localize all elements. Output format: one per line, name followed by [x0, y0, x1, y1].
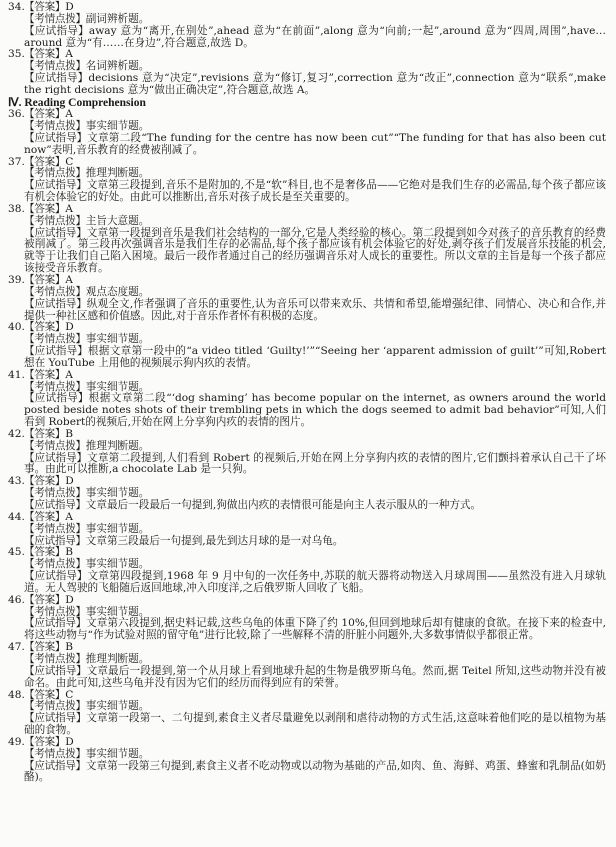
- answer-value: A: [65, 273, 73, 286]
- answer-value: C: [65, 688, 74, 701]
- question-type: 主旨大意题。: [85, 214, 150, 227]
- answer-item-37: [8, 157, 606, 204]
- answer-value: D: [65, 475, 74, 488]
- guide-label: 【应试指导】: [24, 345, 88, 358]
- question-type: 推理判断题。: [85, 439, 150, 452]
- question-type: 事实细节题。: [85, 558, 150, 571]
- point-label: 【考情点拨】: [24, 700, 86, 713]
- point-label: 【考情点拨】: [24, 380, 86, 393]
- explanation-text: 根据文章第二段“‘dog shaming’ has become popular on the internet, as owners around the world posted beside notes shots of their trembling pets in which the dogs seemed to admit bad behavior”可知,人们看到 Robert的视频后,开始在网上分享狗内疚的表情的图片。: [24, 392, 606, 429]
- answer-label: 【答案】: [24, 273, 66, 286]
- point-label: 【考情点拨】: [24, 522, 86, 535]
- question-type: 事实细节题。: [85, 522, 150, 535]
- question-type: 副词辨析题。: [85, 12, 150, 25]
- answer-item-39: [8, 275, 606, 322]
- answer-value: D: [65, 593, 74, 606]
- guide-label: 【应试指导】: [24, 617, 87, 630]
- explanation-text: 文章最后一段提到,第一个从月球上看到地球升起的生物是俄罗斯乌龟。然而,据 Teitel 所知,这些动物并没有被命名。由此可知,这些乌龟并没有因为它们的经历而得到应有的荣誉。: [24, 664, 606, 689]
- guide-label: 【应试指导】: [24, 451, 88, 464]
- guide-label: 【应试指导】: [24, 499, 86, 511]
- answer-label: 【答案】: [24, 427, 66, 440]
- item-number: 44.: [8, 510, 25, 523]
- question-type: 事实细节题。: [85, 380, 150, 393]
- explanation-text: 文章第二段提到,人们看到 Robert 的视频后,开始在网上分享狗内疚的表情的图片,它们颤抖着承认自己干了坏事。由此可以推断,a chocolate Lab 是一只狗。: [24, 451, 607, 476]
- point-label: 【考情点拨】: [24, 652, 86, 665]
- answer-value: A: [65, 48, 73, 61]
- guide-label: 【应试指导】: [24, 534, 86, 547]
- answer-label: 【答案】: [24, 202, 66, 215]
- item-number: 48.: [8, 688, 25, 701]
- answer-item-45: [8, 547, 606, 594]
- explanation-text: 文章第一段提到音乐是我们社会结构的一部分,它是人类经验的核心。第二段提到如今对孩子的音乐教育的经费被削减了。第三段再次强调音乐是我们生存的必需品,每个孩子都应该有机会体验它的好处,剥夺孩子们发展音乐技能的机会,就等于让我们自己陷入困境。最后一段作者通过自己的经历强调音乐对人成长的重要性。所以文章的主旨是每一个孩子都应该接受音乐教育。: [24, 226, 606, 275]
- answer-label: 【答案】: [24, 155, 66, 168]
- answer-label: 【答案】: [24, 368, 66, 381]
- answer-label: 【答案】: [24, 475, 66, 488]
- point-label: 【考情点拨】: [24, 167, 86, 180]
- answer-value: A: [65, 202, 73, 215]
- explanation-text: decisions 意为“决定”,revisions 意为“修订,复习”,correction 意为“改正”,connection 意为“联系”,make the right decisions 意为“做出正确决定”,符合题意,故选 A。: [24, 72, 606, 96]
- item-number: 42.: [8, 427, 25, 440]
- answer-label: 【答案】: [24, 108, 66, 121]
- answer-item-43: [8, 476, 606, 512]
- answer-item-41: [8, 370, 606, 429]
- guide-label: 【应试指导】: [24, 392, 89, 405]
- explanation-text: 文章第一段第一、二句提到,素食主义者尽量避免以剥削和虐待动物的方式生活,这意味着他们吃的是以植物为基础的食物。: [24, 712, 606, 737]
- answer-value: D: [65, 321, 74, 334]
- guide-label: 【应试指导】: [24, 179, 87, 192]
- point-label: 【考情点拨】: [24, 214, 86, 227]
- item-number: 36.: [8, 108, 25, 121]
- item-number: 41.: [8, 368, 25, 381]
- explanation-text: 根据文章第一段中的“a video titled ‘Guilty!’”“Seeing her ‘apparent admission of guilt’”可知,Robert 想在 YouTube 上用他的视频展示狗内疚的表情。: [24, 345, 607, 369]
- question-type: 观点态度题。: [85, 285, 150, 298]
- point-label: 【考情点拨】: [24, 605, 86, 618]
- answer-value: D: [65, 735, 74, 748]
- answer-value: B: [65, 641, 73, 654]
- answer-item-46: [8, 595, 606, 642]
- point-label: 【考情点拨】: [24, 333, 86, 346]
- answer-value: C: [65, 155, 74, 168]
- question-type: 事实细节题。: [85, 333, 150, 346]
- explanation-text: 文章第六段提到,据史料记载,这些乌龟的体重下降了约 10%,但回到地球后却有健康的食欲。在接下来的检查中,将这些动物与“作为试验对照的留守龟”进行比较,除了一些解释不清的肝脏小问题外,大多数事情似乎都很正常。: [24, 617, 606, 642]
- section-header: Ⅳ. Reading Comprehension: [8, 96, 146, 109]
- explanation-text: away 意为“离开,在别处”,ahead 意为“在前面”,along 意为“向前;一起”,around 意为“四周,周围”,have…around 意为“有……在身边”,符合题意,故选 D。: [24, 24, 606, 49]
- answer-value: A: [65, 108, 73, 121]
- guide-label: 【应试指导】: [24, 226, 87, 239]
- answer-label: 【答案】: [24, 735, 66, 748]
- explanation-text: 文章第三段最后一句提到,最先到达月球的是一对乌龟。: [85, 534, 344, 547]
- answer-item-48: [8, 690, 606, 737]
- answer-value: A: [65, 368, 73, 381]
- answer-item-34: [8, 2, 606, 49]
- question-type: 事实细节题。: [85, 700, 150, 713]
- point-label: 【考情点拨】: [24, 12, 86, 25]
- answer-item-36: [8, 109, 606, 156]
- item-number: 49.: [8, 735, 25, 748]
- item-number: 34.: [8, 1, 25, 13]
- point-label: 【考情点拨】: [24, 487, 86, 500]
- item-number: 47.: [8, 641, 25, 654]
- guide-label: 【应试指导】: [24, 759, 86, 772]
- answer-label: 【答案】: [24, 641, 66, 654]
- explanation-text: 纵观全文,作者强调了音乐的重要性,认为音乐可以带来欢乐、共情和希望,能增强纪律、同情心、决心和合作,并提供一种社区感和价值感。因此,对于音乐作者怀有积极的态度。: [24, 297, 607, 322]
- item-number: 43.: [8, 475, 25, 488]
- point-label: 【考情点拨】: [24, 120, 86, 132]
- item-number: 39.: [8, 273, 25, 286]
- explanation-text: 文章第一段第三句提到,素食主义者不吃动物或以动物为基础的产品,如肉、鱼、海鲜、鸡蛋、蜂蜜和乳制品(如奶酪)。: [24, 759, 606, 784]
- point-label: 【考情点拨】: [24, 60, 86, 73]
- answer-item-49: [8, 737, 606, 784]
- answer-value: B: [65, 546, 73, 559]
- answer-label: 【答案】: [24, 593, 66, 606]
- answer-label: 【答案】: [24, 321, 66, 334]
- question-type: 事实细节题。: [85, 605, 150, 618]
- item-number: 46.: [8, 593, 25, 606]
- guide-label: 【应试指导】: [24, 24, 89, 37]
- point-label: 【考情点拨】: [24, 558, 86, 571]
- guide-label: 【应试指导】: [24, 297, 87, 310]
- item-number: 37.: [8, 155, 25, 168]
- guide-label: 【应试指导】: [24, 570, 88, 583]
- guide-label: 【应试指导】: [24, 712, 87, 725]
- answer-item-44: [8, 512, 606, 548]
- explanation-text: 文章第三段提到,音乐不是附加的,不是“软”科目,也不是奢侈品——它绝对是我们生存的必需品,每个孩子都应该有机会体验它的好处。由此可以推断出,音乐对孩子成长是至关重要的。: [24, 179, 606, 204]
- answer-label: 【答案】: [24, 48, 66, 61]
- answer-label: 【答案】: [24, 1, 66, 13]
- answer-label: 【答案】: [24, 546, 66, 559]
- question-type: 推理判断题。: [85, 167, 150, 180]
- item-number: 35.: [8, 48, 25, 61]
- answer-item-47: [8, 642, 606, 689]
- explanation-text: 文章第四段提到,1968 年 9 月中旬的一次任务中,苏联的航天器将动物送入月球周围——虽然没有进入月球轨道。无人驾驶的飞船随后返回地球,冲入印度洋,之后俄罗斯人回收了飞船。: [24, 570, 606, 594]
- answer-label: 【答案】: [24, 510, 66, 523]
- item-number: 38.: [8, 202, 25, 215]
- answer-item-40: [8, 322, 606, 369]
- point-label: 【考情点拨】: [24, 747, 86, 760]
- guide-label: 【应试指导】: [24, 72, 89, 85]
- item-number: 40.: [8, 321, 25, 334]
- explanation-text: 文章第二段“The funding for the centre has now been cut”“The funding for that has also been cut now”表明,音乐教育的经费被削减了。: [24, 131, 606, 156]
- answer-item-38: [8, 204, 606, 275]
- question-type: 推理判断题。: [85, 652, 150, 665]
- answer-value: B: [65, 427, 73, 440]
- question-type: 事实细节题。: [85, 487, 150, 500]
- answer-item-42: [8, 429, 606, 476]
- answer-label: 【答案】: [24, 688, 66, 701]
- explanation-text: 文章最后一段最后一句提到,狗做出内疚的表情很可能是向主人表示服从的一种方式。: [85, 499, 482, 511]
- point-label: 【考情点拨】: [24, 285, 86, 298]
- answer-item-35: [8, 49, 606, 96]
- question-type: 事实细节题。: [85, 120, 150, 132]
- answer-value: D: [65, 1, 74, 13]
- question-type: 名词辨析题。: [85, 60, 150, 73]
- item-number: 45.: [8, 546, 25, 559]
- question-type: 事实细节题。: [85, 747, 150, 760]
- point-label: 【考情点拨】: [24, 439, 86, 452]
- answer-value: A: [65, 510, 73, 523]
- guide-label: 【应试指导】: [24, 131, 88, 144]
- guide-label: 【应试指导】: [24, 664, 87, 677]
